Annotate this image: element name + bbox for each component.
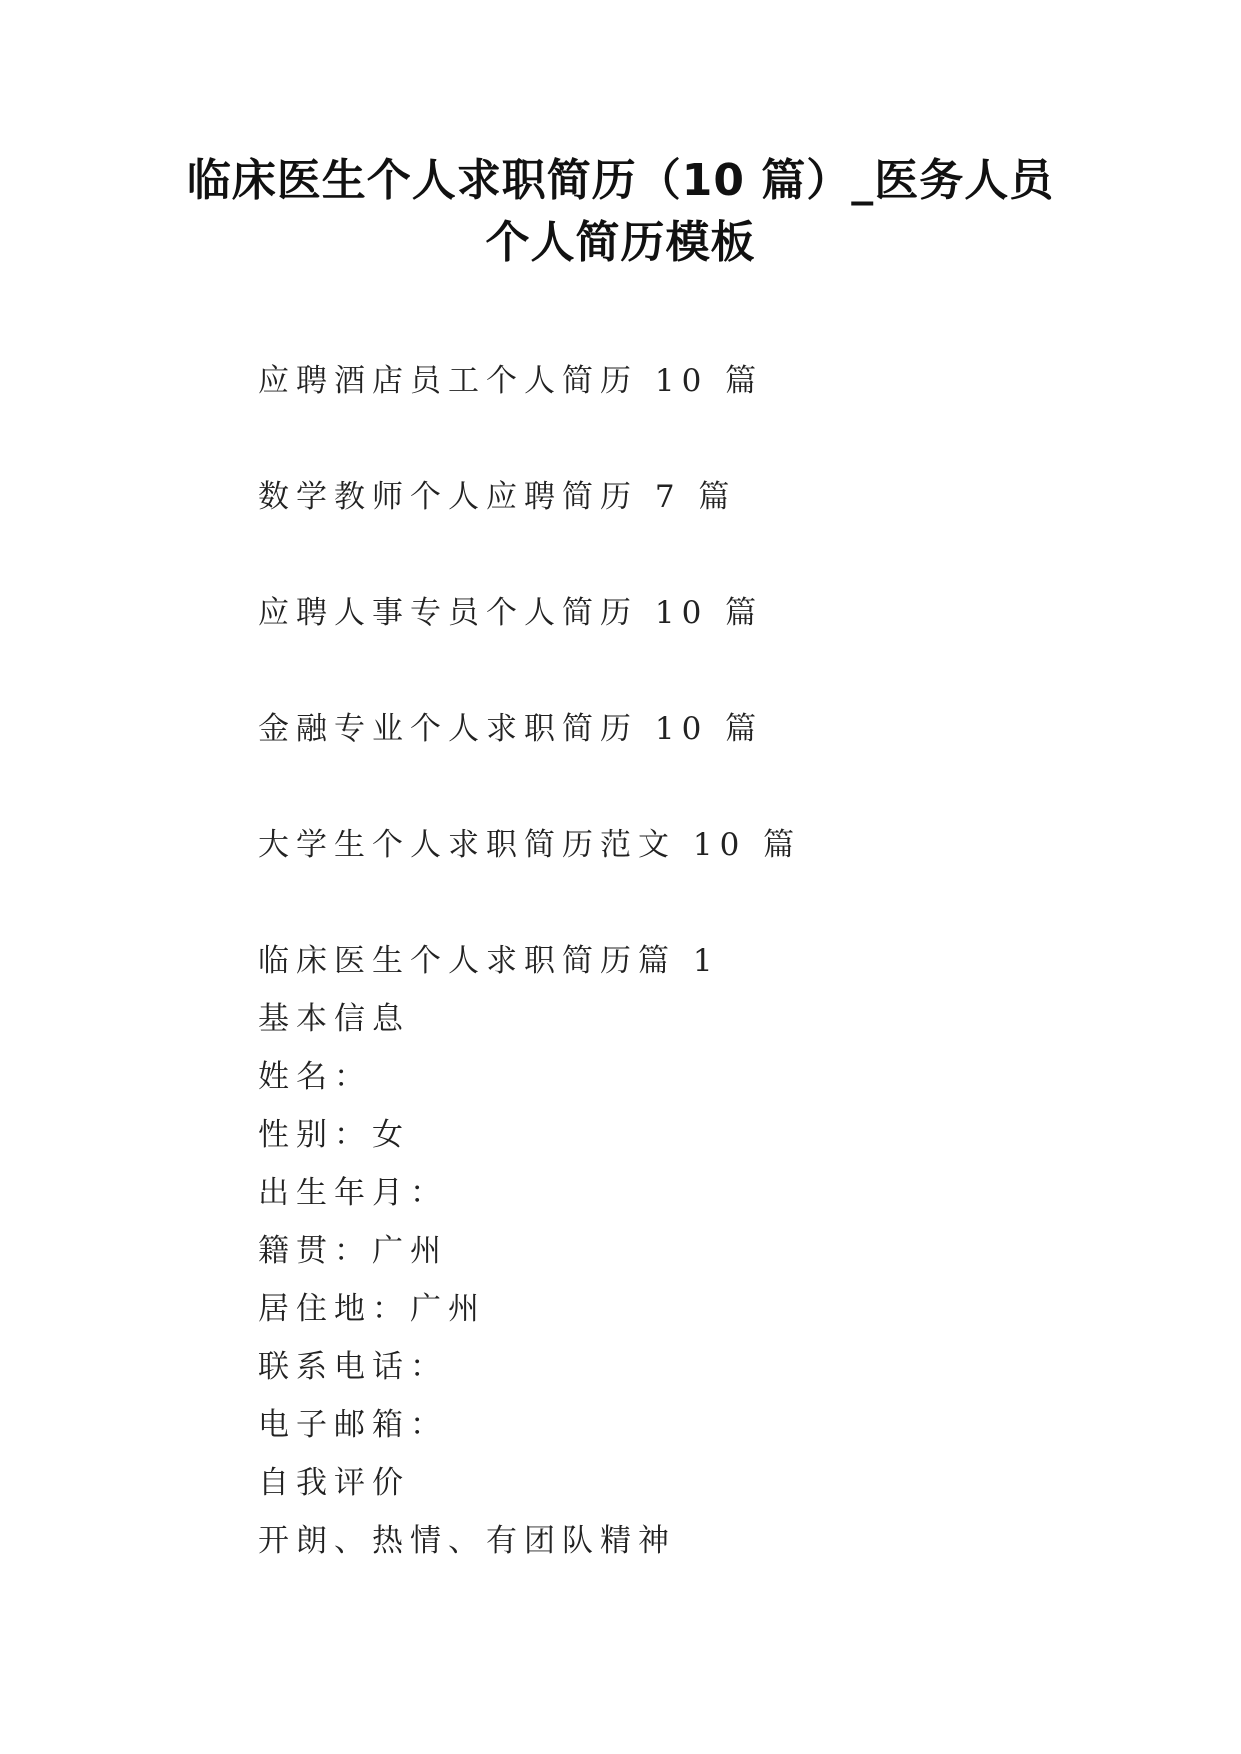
- self-eval-text: 开朗、热情、有团队精神: [258, 1523, 676, 1559]
- toc-item-graduate: 大学生个人求职简历范文 10 篇: [258, 827, 802, 863]
- document-title: [150, 150, 1091, 274]
- basic-info-heading: 基本信息: [258, 1001, 410, 1037]
- toc-item-hr: 应聘人事专员个人简历 10 篇: [258, 595, 764, 631]
- field-email: 电子邮箱：: [258, 1407, 448, 1443]
- title-line-1: 临床医生个人求职简历（10 篇）_医务人员: [186, 155, 1055, 206]
- toc-item-hotel: 应聘酒店员工个人简历 10 篇: [258, 363, 764, 399]
- resume-heading: 临床医生个人求职简历篇 1: [258, 943, 720, 979]
- title-line-2: 个人简历模板: [485, 217, 756, 268]
- field-native-place: 籍贯：广州: [258, 1233, 448, 1269]
- toc-item-finance: 金融专业个人求职简历 10 篇: [258, 711, 764, 747]
- field-phone: 联系电话：: [258, 1349, 448, 1385]
- field-gender: 性别：女: [258, 1117, 410, 1153]
- field-name: 姓名：: [258, 1059, 372, 1095]
- self-eval-heading: 自我评价: [258, 1465, 410, 1501]
- field-birth: 出生年月：: [258, 1175, 448, 1211]
- toc-item-math-teacher: 数学教师个人应聘简历 7 篇: [258, 479, 737, 515]
- field-residence: 居住地：广州: [258, 1291, 486, 1327]
